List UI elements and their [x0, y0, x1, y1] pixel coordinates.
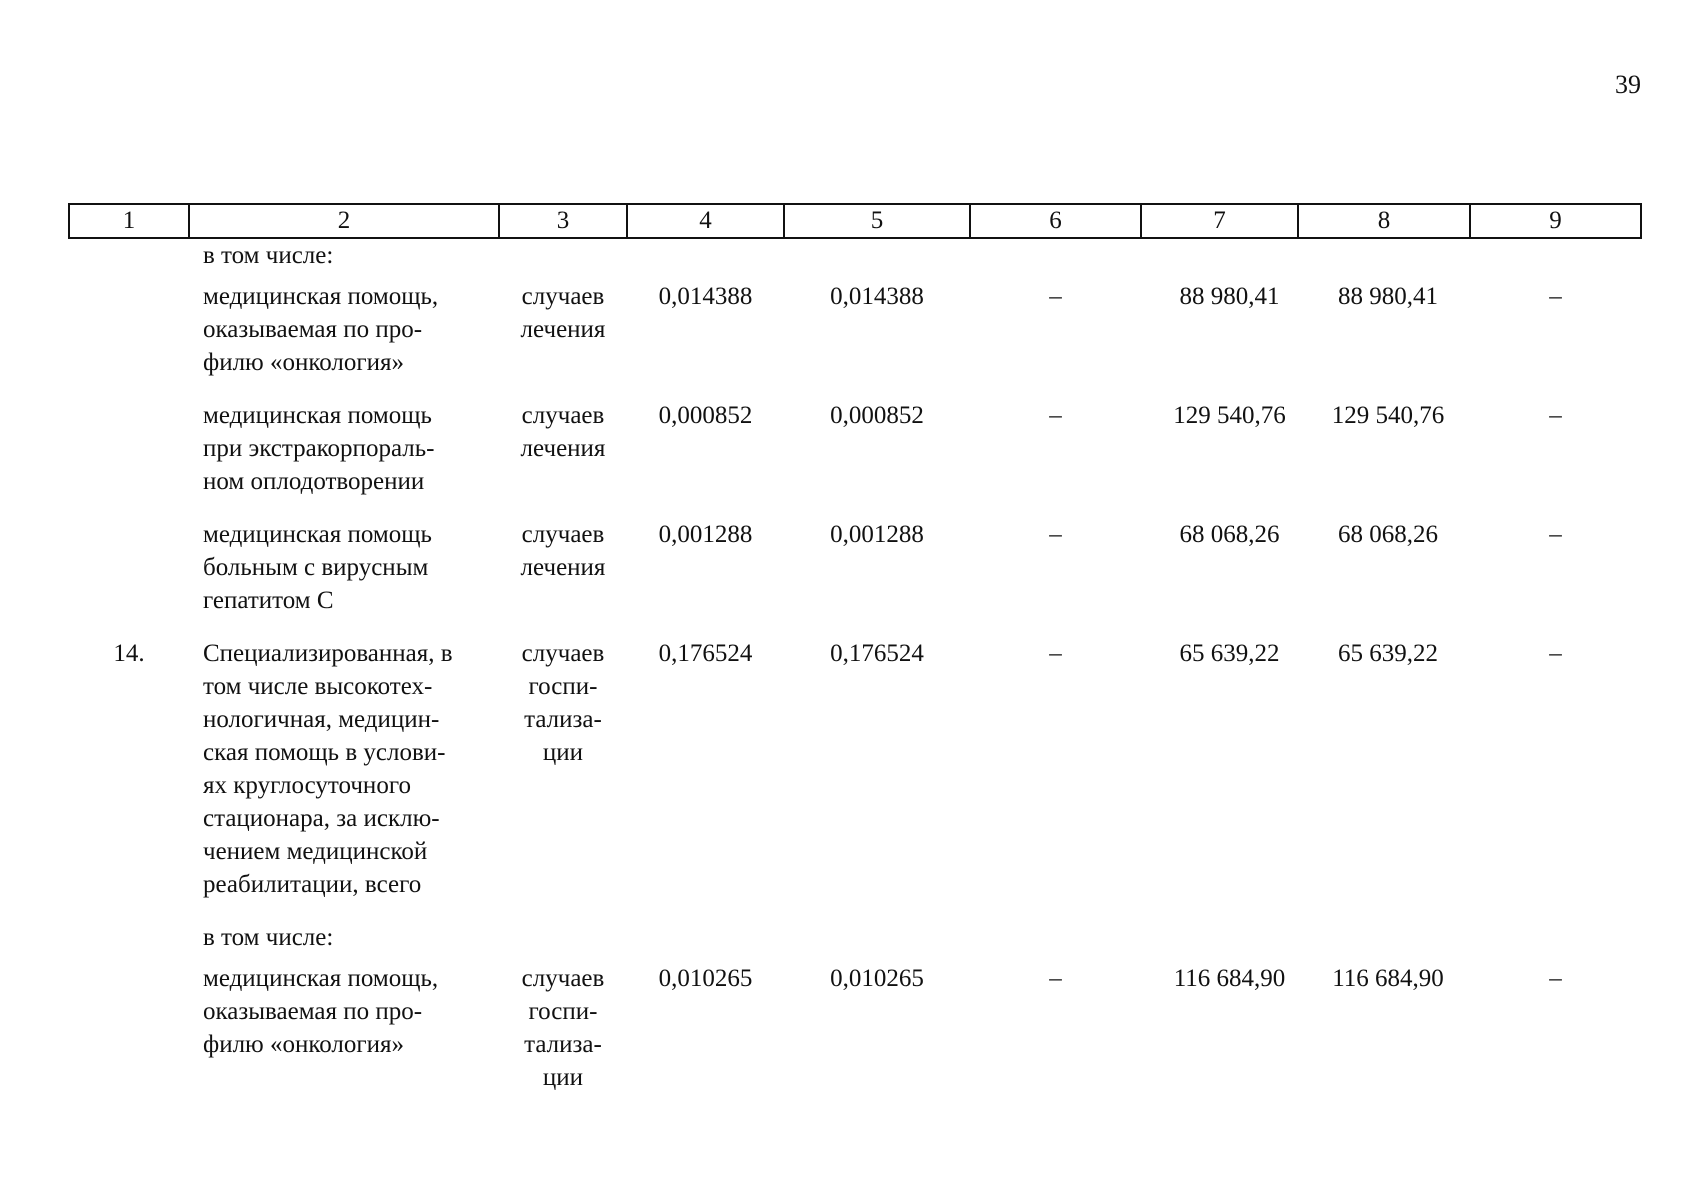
data-table	[68, 203, 1642, 1114]
row-unit-line: случаев	[521, 402, 605, 429]
row-unit-line: случаев	[521, 521, 605, 548]
value-col-9: –	[1549, 521, 1562, 548]
subheading-label: в том числе:	[203, 924, 334, 951]
value-col-4: 0,010265	[658, 965, 753, 992]
column-header-1: 1	[69, 204, 189, 238]
value-col-9: –	[1549, 402, 1562, 429]
row-unit-line: лечения	[520, 435, 606, 462]
column-header-8: 8	[1298, 204, 1470, 238]
row-unit	[499, 399, 627, 518]
row-unit-line: госпи-	[528, 998, 598, 1025]
row-unit-line: лечения	[520, 316, 606, 343]
value-col-9: –	[1549, 965, 1562, 992]
row-number	[69, 518, 189, 637]
row-name-line: медицинская помощь	[203, 402, 432, 429]
row-name	[189, 962, 499, 1114]
row-number-cell	[69, 921, 189, 962]
row-number: 14.	[113, 640, 145, 667]
value-col-6: –	[1049, 402, 1062, 429]
table-row	[69, 280, 1641, 399]
row-unit-line: ции	[542, 1064, 584, 1091]
value-col-8: 129 540,76	[1331, 402, 1445, 429]
row-name-line: при экстракорпораль-	[203, 435, 435, 462]
row-unit-line: тализа-	[524, 706, 602, 733]
column-header-6: 6	[970, 204, 1141, 238]
value-col-4: 0,014388	[658, 283, 753, 310]
table-row	[69, 637, 1641, 921]
value-col-4: 0,000852	[658, 402, 753, 429]
value-col-8: 65 639,22	[1338, 640, 1438, 667]
value-col-5: 0,176524	[830, 640, 924, 667]
value-col-6: –	[1049, 640, 1062, 667]
row-name-line: нологичная, медицин-	[203, 706, 440, 733]
column-header-7: 7	[1141, 204, 1298, 238]
row-number-cell	[69, 238, 189, 280]
row-unit	[499, 518, 627, 637]
row-name	[189, 399, 499, 518]
table-body	[69, 238, 1641, 1114]
value-col-5: 0,001288	[830, 521, 924, 548]
row-name-line: филю «онкология»	[203, 349, 405, 376]
table-row	[69, 962, 1641, 1114]
row-name-line: медицинская помощь,	[203, 283, 439, 310]
row-unit-line: лечения	[520, 554, 606, 581]
value-col-7: 116 684,90	[1173, 965, 1286, 992]
row-name	[189, 280, 499, 399]
row-name-line: филю «онкология»	[203, 1031, 405, 1058]
column-header-4: 4	[627, 204, 784, 238]
value-col-7: 129 540,76	[1173, 402, 1286, 429]
table-row	[69, 518, 1641, 637]
subheading-label: в том числе:	[203, 242, 334, 269]
row-unit-line: случаев	[521, 965, 605, 992]
header-row	[69, 204, 1641, 238]
column-header-9: 9	[1470, 204, 1641, 238]
row-unit	[499, 637, 627, 921]
row-name-line: больным с вирусным	[203, 554, 429, 581]
column-header-3: 3	[499, 204, 627, 238]
value-col-9: –	[1549, 283, 1562, 310]
row-name-line: оказываемая по про-	[203, 316, 423, 343]
row-name-line: стационара, за исклю-	[203, 805, 440, 832]
row-unit-line: ции	[542, 739, 584, 766]
table-row	[69, 399, 1641, 518]
value-col-4: 0,001288	[658, 521, 753, 548]
row-name-line: чением медицинской	[203, 838, 428, 865]
row-name	[189, 637, 499, 921]
subheading-row	[69, 238, 1641, 280]
page-number: 39	[1615, 70, 1641, 99]
row-name-line: медицинская помощь	[203, 521, 432, 548]
row-name-line: оказываемая по про-	[203, 998, 423, 1025]
row-name-line: реабилитации, всего	[203, 871, 422, 898]
value-col-6: –	[1049, 283, 1062, 310]
row-unit-line: тализа-	[524, 1031, 602, 1058]
value-col-8: 68 068,26	[1338, 521, 1438, 548]
value-col-8: 88 980,41	[1338, 283, 1438, 310]
value-col-9: –	[1549, 640, 1562, 667]
row-name-line: том числе высокотех-	[203, 673, 433, 700]
row-unit-line: случаев	[521, 283, 605, 310]
row-name	[189, 518, 499, 637]
value-col-7: 65 639,22	[1179, 640, 1280, 667]
row-name-line: ская помощь в услови-	[203, 739, 446, 766]
table-header	[69, 204, 1641, 238]
row-name-line: Специализированная, в	[203, 640, 453, 667]
value-col-5: 0,000852	[830, 402, 924, 429]
row-unit-line: случаев	[521, 640, 605, 667]
row-unit	[499, 280, 627, 399]
value-col-5: 0,014388	[830, 283, 924, 310]
value-col-7: 68 068,26	[1179, 521, 1280, 548]
row-number	[69, 399, 189, 518]
row-number	[69, 962, 189, 1114]
column-header-5: 5	[784, 204, 970, 238]
value-col-4: 0,176524	[658, 640, 753, 667]
value-col-5: 0,010265	[830, 965, 924, 992]
value-col-7: 88 980,41	[1179, 283, 1280, 310]
row-name-line: гепатитом С	[203, 587, 334, 614]
row-name-line: медицинская помощь,	[203, 965, 439, 992]
row-name-line: ях круглосуточного	[203, 772, 411, 799]
subheading-row	[69, 921, 1641, 962]
row-unit-line: госпи-	[528, 673, 598, 700]
value-col-6: –	[1049, 521, 1062, 548]
row-number	[69, 280, 189, 399]
value-col-6: –	[1049, 965, 1062, 992]
value-col-8: 116 684,90	[1332, 965, 1444, 992]
row-name-line: ном оплодотворении	[203, 468, 425, 495]
column-header-2: 2	[189, 204, 499, 238]
row-unit	[499, 962, 627, 1114]
